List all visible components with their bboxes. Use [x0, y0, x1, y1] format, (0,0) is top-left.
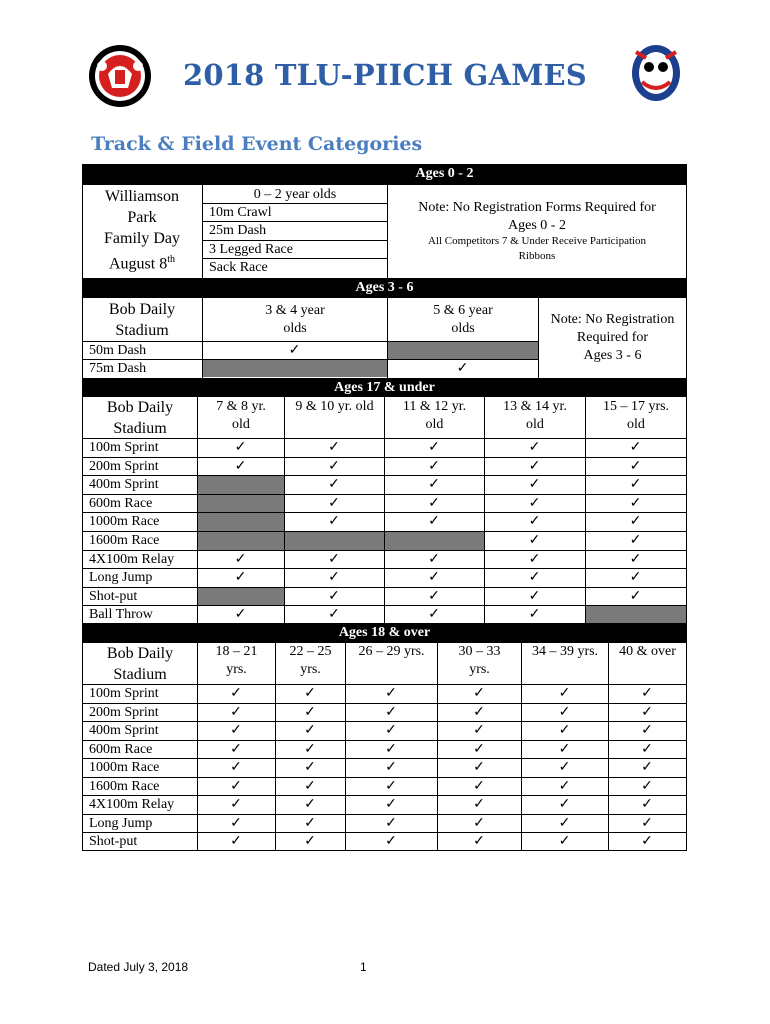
column-header-line: 40 & over	[619, 644, 676, 659]
check-mark: ✓	[428, 440, 440, 455]
check-mark: ✓	[558, 797, 571, 812]
event-label: 400m Sprint	[89, 723, 159, 738]
shaded-cell	[285, 532, 384, 550]
check-mark: ✓	[230, 797, 242, 812]
check-mark: ✓	[288, 343, 301, 358]
check-mark: ✓	[456, 361, 469, 376]
column-header-line: 34 – 39 yrs.	[531, 644, 599, 659]
shaded-cell	[198, 588, 284, 606]
check-mark: ✓	[428, 607, 440, 623]
event-10m-crawl: 10m Crawl	[209, 205, 272, 220]
column-header-line: 26 – 29 yrs.	[358, 644, 425, 659]
column-header	[438, 643, 521, 679]
check-mark: ✓	[558, 723, 571, 738]
column-header-line: 22 – 25	[289, 644, 332, 659]
check-mark: ✓	[328, 551, 340, 567]
check-mark: ✓	[230, 815, 242, 831]
column-header	[198, 643, 275, 679]
column-3-4-year-olds: 3 & 4 year olds	[265, 303, 325, 336]
shaded-cell	[198, 532, 284, 550]
column-header-line: 11 & 12 yr.	[402, 399, 467, 414]
note-ages-3-6: Note: No Registration Required for Ages 3 - 6	[550, 312, 675, 363]
check-mark: ✓	[473, 760, 485, 775]
event-label: 1000m Race	[89, 514, 160, 530]
check-mark: ✓	[629, 458, 642, 474]
check-mark: ✓	[234, 551, 247, 567]
check-mark: ✓	[428, 551, 440, 567]
check-mark: ✓	[385, 704, 397, 720]
check-mark: ✓	[629, 440, 642, 455]
check-mark: ✓	[328, 514, 340, 530]
column-5-6-year-olds: 5 & 6 year olds	[433, 303, 493, 336]
event-label: 1600m Race	[89, 533, 160, 548]
event-label: 1000m Race	[89, 760, 160, 775]
venue-bob-daily-stadium: Bob Daily Stadium	[108, 301, 176, 339]
check-mark: ✓	[304, 741, 316, 757]
shaded-cell	[388, 342, 538, 359]
shaded-cell	[198, 513, 284, 531]
check-mark: ✓	[528, 514, 541, 530]
event-3-legged-race: 3 Legged Race	[209, 242, 293, 257]
event-label: 4X100m Relay	[89, 551, 175, 567]
check-mark: ✓	[328, 495, 340, 511]
check-mark: ✓	[230, 723, 242, 738]
check-mark: ✓	[328, 458, 340, 474]
check-mark: ✓	[473, 778, 485, 794]
column-header-line: 15 – 17 yrs.	[602, 399, 670, 414]
check-mark: ✓	[473, 834, 485, 849]
check-mark: ✓	[528, 588, 541, 604]
column-header-line: 7 & 8 yr.	[216, 399, 266, 414]
column-header-line: yrs.	[300, 662, 321, 677]
check-mark: ✓	[558, 741, 571, 757]
check-mark: ✓	[385, 686, 397, 701]
page-title: 2018 TLU-PIICH GAMES	[183, 58, 587, 92]
shaded-cell	[198, 495, 284, 513]
column-header	[586, 398, 686, 434]
check-mark: ✓	[304, 778, 316, 794]
check-mark: ✓	[385, 760, 397, 775]
check-mark: ✓	[304, 834, 316, 849]
check-mark: ✓	[629, 495, 642, 511]
section-bar-ages-17-under: Ages 17 & under	[82, 378, 687, 397]
footer-dated: Dated July 3, 2018	[88, 960, 189, 974]
check-mark: ✓	[304, 704, 316, 720]
check-mark: ✓	[528, 570, 541, 586]
check-mark: ✓	[473, 815, 485, 831]
column-header	[285, 398, 384, 416]
check-mark: ✓	[234, 607, 247, 623]
check-mark: ✓	[385, 741, 397, 757]
event-label: 100m Sprint	[89, 440, 159, 455]
event-label: Long Jump	[89, 570, 153, 586]
check-mark: ✓	[473, 704, 485, 720]
event-label: Shot-put	[89, 834, 138, 849]
column-header-line: 18 – 21	[215, 644, 258, 659]
check-mark: ✓	[641, 704, 653, 720]
check-mark: ✓	[641, 741, 653, 757]
check-mark: ✓	[304, 760, 316, 775]
check-mark: ✓	[473, 797, 485, 812]
check-mark: ✓	[385, 797, 397, 812]
note-participation-ribbons: All Competitors 7 & Under Receive Participation Ribbons	[427, 235, 647, 262]
group-label-0-2: 0 – 2 year olds	[253, 187, 337, 202]
check-mark: ✓	[385, 815, 397, 831]
shaded-cell	[203, 360, 387, 377]
column-header	[198, 398, 284, 434]
check-mark: ✓	[641, 723, 653, 738]
check-mark: ✓	[328, 588, 340, 604]
column-header-line: 13 & 14 yr.	[503, 399, 567, 414]
check-mark: ✓	[230, 778, 242, 794]
check-mark: ✓	[230, 704, 242, 720]
note-ages-0-2-line1: Note: No Registration Forms Required for	[418, 200, 656, 215]
check-mark: ✓	[385, 834, 397, 849]
shaded-cell	[198, 476, 284, 494]
check-mark: ✓	[558, 760, 571, 775]
check-mark: ✓	[528, 477, 541, 493]
event-label: 600m Race	[89, 741, 153, 757]
check-mark: ✓	[428, 495, 440, 511]
check-mark: ✓	[234, 570, 247, 586]
event-label: Shot-put	[89, 588, 138, 604]
footer-page-number: 1	[360, 960, 367, 974]
column-header	[276, 643, 345, 679]
column-header-line: old	[232, 417, 250, 432]
check-mark: ✓	[304, 686, 316, 701]
check-mark: ✓	[234, 440, 247, 455]
event-label: Ball Throw	[89, 607, 153, 623]
column-header-line: old	[627, 417, 645, 432]
check-mark: ✓	[641, 815, 653, 831]
event-label: 4X100m Relay	[89, 797, 175, 812]
venue-williamson-park: Williamson Park Family Day August 8th	[104, 188, 180, 273]
check-mark: ✓	[230, 686, 242, 701]
check-mark: ✓	[629, 570, 642, 586]
check-mark: ✓	[328, 477, 340, 493]
check-mark: ✓	[629, 588, 642, 604]
bar-filler	[82, 164, 202, 185]
shaded-cell	[586, 606, 686, 624]
check-mark: ✓	[428, 514, 440, 530]
check-mark: ✓	[328, 607, 340, 623]
check-mark: ✓	[558, 686, 571, 701]
check-mark: ✓	[304, 723, 316, 738]
check-mark: ✓	[641, 797, 653, 812]
check-mark: ✓	[230, 834, 242, 849]
check-mark: ✓	[629, 477, 642, 493]
check-mark: ✓	[641, 686, 653, 701]
check-mark: ✓	[629, 514, 642, 530]
check-mark: ✓	[385, 778, 397, 794]
check-mark: ✓	[473, 723, 485, 738]
event-label: 50m Dash	[89, 343, 147, 358]
column-header	[346, 643, 437, 661]
event-25m-dash: 25m Dash	[209, 223, 267, 238]
check-mark: ✓	[641, 834, 653, 849]
check-mark: ✓	[558, 704, 571, 720]
note-ages-0-2-line2: Ages 0 - 2	[508, 218, 566, 233]
check-mark: ✓	[558, 815, 571, 831]
check-mark: ✓	[558, 834, 571, 849]
check-mark: ✓	[528, 533, 541, 548]
event-label: Long Jump	[89, 815, 153, 831]
check-mark: ✓	[234, 458, 247, 474]
column-header-line: yrs.	[226, 662, 247, 677]
check-mark: ✓	[304, 815, 316, 831]
check-mark: ✓	[629, 551, 642, 567]
column-header-line: yrs.	[469, 662, 490, 677]
check-mark: ✓	[641, 760, 653, 775]
check-mark: ✓	[473, 741, 485, 757]
venue-bob-daily-stadium-17: Bob Daily Stadium	[106, 399, 174, 437]
check-mark: ✓	[230, 741, 242, 757]
column-header	[385, 398, 484, 434]
venue-bob-daily-stadium-18: Bob Daily Stadium	[106, 645, 174, 683]
column-header-line: old	[526, 417, 544, 432]
column-header-line: 30 – 33	[458, 644, 501, 659]
event-label: 400m Sprint	[89, 477, 159, 493]
page-subtitle: Track & Field Event Categories	[91, 133, 423, 155]
check-mark: ✓	[428, 588, 440, 604]
check-mark: ✓	[230, 760, 242, 775]
check-mark: ✓	[528, 495, 541, 511]
event-label: 1600m Race	[89, 778, 160, 794]
section-bar-ages-0-2: Ages 0 - 2	[202, 164, 687, 185]
check-mark: ✓	[328, 570, 340, 586]
check-mark: ✓	[528, 551, 541, 567]
check-mark: ✓	[428, 570, 440, 586]
check-mark: ✓	[641, 778, 653, 794]
section-bar-ages-3-6: Ages 3 - 6	[82, 278, 687, 298]
check-mark: ✓	[328, 440, 340, 455]
event-sack-race: Sack Race	[209, 260, 268, 275]
column-header-line: 9 & 10 yr. old	[295, 399, 374, 414]
check-mark: ✓	[528, 440, 541, 455]
column-header	[522, 643, 608, 661]
column-header	[485, 398, 585, 434]
check-mark: ✓	[385, 723, 397, 738]
check-mark: ✓	[528, 458, 541, 474]
check-mark: ✓	[428, 477, 440, 493]
event-label: 600m Race	[89, 495, 153, 511]
event-label: 200m Sprint	[89, 458, 159, 474]
event-label: 100m Sprint	[89, 686, 159, 701]
event-label: 75m Dash	[89, 361, 147, 376]
check-mark: ✓	[428, 458, 440, 474]
shaded-cell	[385, 532, 484, 550]
column-header	[609, 643, 686, 661]
check-mark: ✓	[473, 686, 485, 701]
check-mark: ✓	[304, 797, 316, 812]
check-mark: ✓	[558, 778, 571, 794]
check-mark: ✓	[629, 533, 642, 548]
section-bar-ages-18-over: Ages 18 & over	[82, 623, 687, 643]
event-label: 200m Sprint	[89, 704, 159, 720]
column-header-line: old	[425, 417, 444, 432]
check-mark: ✓	[528, 607, 541, 623]
